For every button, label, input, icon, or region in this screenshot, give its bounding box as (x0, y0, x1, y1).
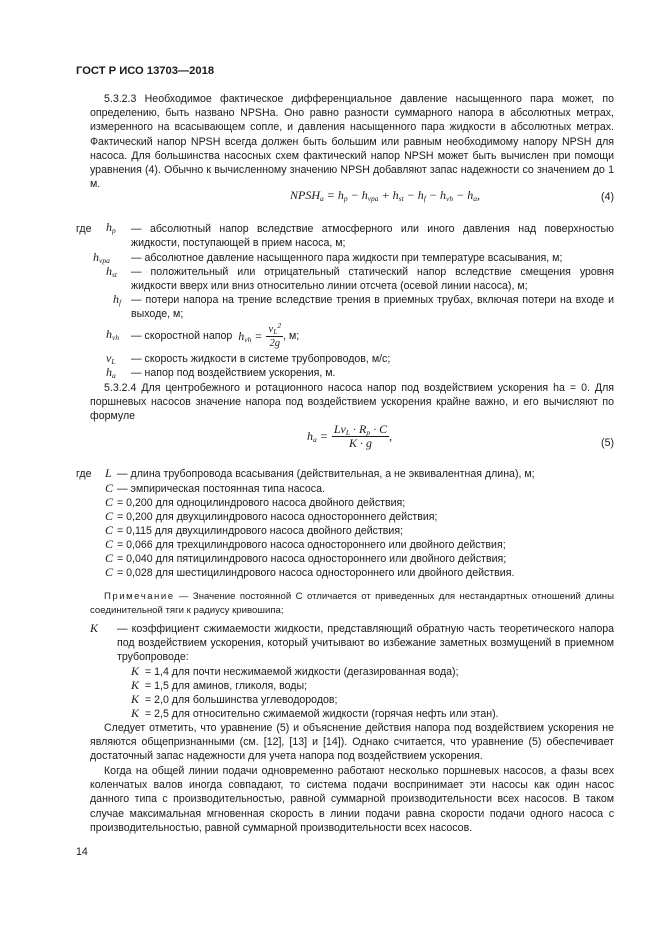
K-item-0: = 1,4 для почти несжимаемой жидкости (дегазированная вода); (145, 666, 459, 678)
symbol-C-0: C (105, 481, 114, 495)
paragraph-multiple-pumps: Когда на общей линии подачи одновременно работают несколько поршневых насосов, а фазы всех коленчатых валов иногда совпадают, то система подачи воспринимает эти насосы как один насос данного типа с производительностью, равной суммарной производительности всех насосов. В таком случае максимальная мгновенная скорость в линии подачи равна скорости подачи одного насоса с производительностью, равной суммарной производительности всех насосов. (90, 765, 614, 834)
hvh-formula-lhs: $h_{vh}$ = (238, 328, 263, 344)
hvh-unit: , м; (283, 329, 300, 342)
symbol-K-0: K (131, 664, 140, 678)
C-item-1: = 0,200 для одноцилиндрового насоса двойного действия; (117, 497, 406, 509)
symbol-C-3: C (105, 523, 114, 537)
equation-4: $NPSH_a = h_p - h_{vpa} + h_{st} - h_f - h_{vh} - h_a$, (290, 188, 480, 203)
def-K: — коэффициент сжимаемости жидкости, представляющий обратную часть теоретического напора под воздействием ускорения, который учитывают во избежание заметных возмущений в приемном трубопроводе: (117, 623, 614, 664)
hvh-fraction: $\frac{v_L^2}{2g}$ (268, 320, 282, 349)
note-label: Примечание (104, 591, 175, 602)
document-header: ГОСТ Р ИСО 13703—2018 (76, 65, 215, 77)
paragraph-5-3-2-4: 5.3.2.4 Для центробежного и ротационного насоса напор под воздействием ускорения ha = 0. Для поршневых насосов значение напора под воздействием ускорения крайне важно, и его вычисляют по формуле (90, 382, 614, 423)
C-item-3: = 0,115 для двухцилиндрового насоса двойного действия; (117, 525, 404, 537)
symbol-C-2: C (105, 509, 114, 523)
def-hvh-text: — скоростной напор (131, 329, 233, 342)
def-hvpa: — абсолютное давление насыщенного пара жидкости при температуре всасывания, м; (131, 252, 563, 264)
def-hvh (131, 316, 299, 356)
def-ha: — напор под воздействием ускорения, м. (131, 367, 336, 379)
symbol-K: K (90, 621, 99, 635)
K-item-3: = 2,5 для относительно сжимаемой жидкости (горячая нефть или этан). (145, 708, 499, 720)
note-text: — Значение постоянной C отличается от приведенных для нестандартных отношений длины соединительной тяги к радиусу кривошипа; (90, 591, 614, 617)
C-item-5: = 0,040 для пятицилиндрового насоса одностороннего или двойного действия; (117, 553, 507, 565)
paragraph-remark: Следует отметить, что уравнение (5) и объяснение действия напора под воздействием ускорения не являются общепризнанными (см. [12], [13] и [14]). Однако считается, что уравнение (5) обеспечивает достаточный запас надежности для учета напора под воздействием ускорения. (90, 722, 614, 763)
symbol-K-2: K (131, 692, 140, 706)
paragraph-5-3-2-3: 5.3.2.3 Необходимое фактическое дифференциальное давление насыщенного пара может, по определению, быть названо NPSHa. Оно равно разности суммарного напора в абсолютных метрах, измеренного на всасывающем сопле, и давления насыщенного пара жидкости в абсолютных метрах. Фактический напор NPSH всегда должен быть большим или равным необходимому напору NPSH для насоса. Для большинства насосных схем фактический напор NPSH может быть вычислен при помощи уравнения (4). Обычно к вычисленному значению NPSH добавляют запас надежности со значением до 1 м. (90, 93, 614, 191)
note (90, 590, 614, 618)
symbol-K-3: K (131, 706, 140, 720)
equation-5: $h_a$ = $\frac{Lv_L \cdot R_p \cdot C}{K \cdot g}$ , (307, 422, 393, 450)
page-number: 14 (76, 846, 88, 858)
symbol-hst: $h_{st}$ (106, 264, 118, 279)
K-item-2: = 2,0 для большинства углеводородов; (145, 694, 338, 706)
C-item-0: — эмпирическая постоянная типа насоса. (117, 483, 325, 495)
symbol-hvh: $h_{vh}$ (106, 327, 120, 342)
C-item-2: = 0,200 для двухцилиндрового насоса одностороннего действия; (117, 511, 438, 523)
symbol-vL: $v_L$ (106, 351, 116, 366)
def-L: — длина трубопровода всасывания (действительная, а не эквивалентная длина), м; (117, 468, 535, 480)
symbol-K-1: K (131, 678, 140, 692)
symbol-C-1: C (105, 495, 114, 509)
symbol-hvpa: $h_{vpa}$ (93, 250, 110, 265)
def-hf: — потери напора на трение вследствие трения в приемных трубах, включая потери на входе и выходе, м; (131, 294, 614, 321)
def-hp: — абсолютный напор вследствие атмосферного или иного давления над поверхностью жидкости, поступающей в прием насоса, м; (131, 223, 614, 250)
equation-5-number: (5) (601, 437, 614, 449)
symbol-hf: $h_f$ (113, 292, 122, 307)
where-label-2: где (76, 468, 92, 480)
def-hst: — положительный или отрицательный статический напор вследствие смещения уровня жидкости вверх или вниз относительно линии отсчета (осевой линии насоса), м; (131, 266, 614, 293)
symbol-C-6: C (105, 565, 114, 579)
C-item-4: = 0,066 для трехцилиндрового насоса одностороннего или двойного действия; (117, 539, 506, 551)
symbol-C-5: C (105, 551, 114, 565)
symbol-C-4: C (105, 537, 114, 551)
def-vL: — скорость жидкости в системе трубопроводов, м/с; (131, 353, 391, 365)
symbol-ha: $h_a$ (106, 365, 116, 380)
C-item-6: = 0,028 для шестицилиндрового насоса одностороннего или двойного действия. (117, 567, 515, 579)
symbol-hp: $h_p$ (106, 220, 116, 235)
K-item-1: = 1,5 для аминов, гликоля, воды; (145, 680, 308, 692)
symbol-L: L (105, 466, 112, 480)
equation-4-number: (4) (601, 191, 614, 203)
where-label: где (76, 223, 92, 235)
